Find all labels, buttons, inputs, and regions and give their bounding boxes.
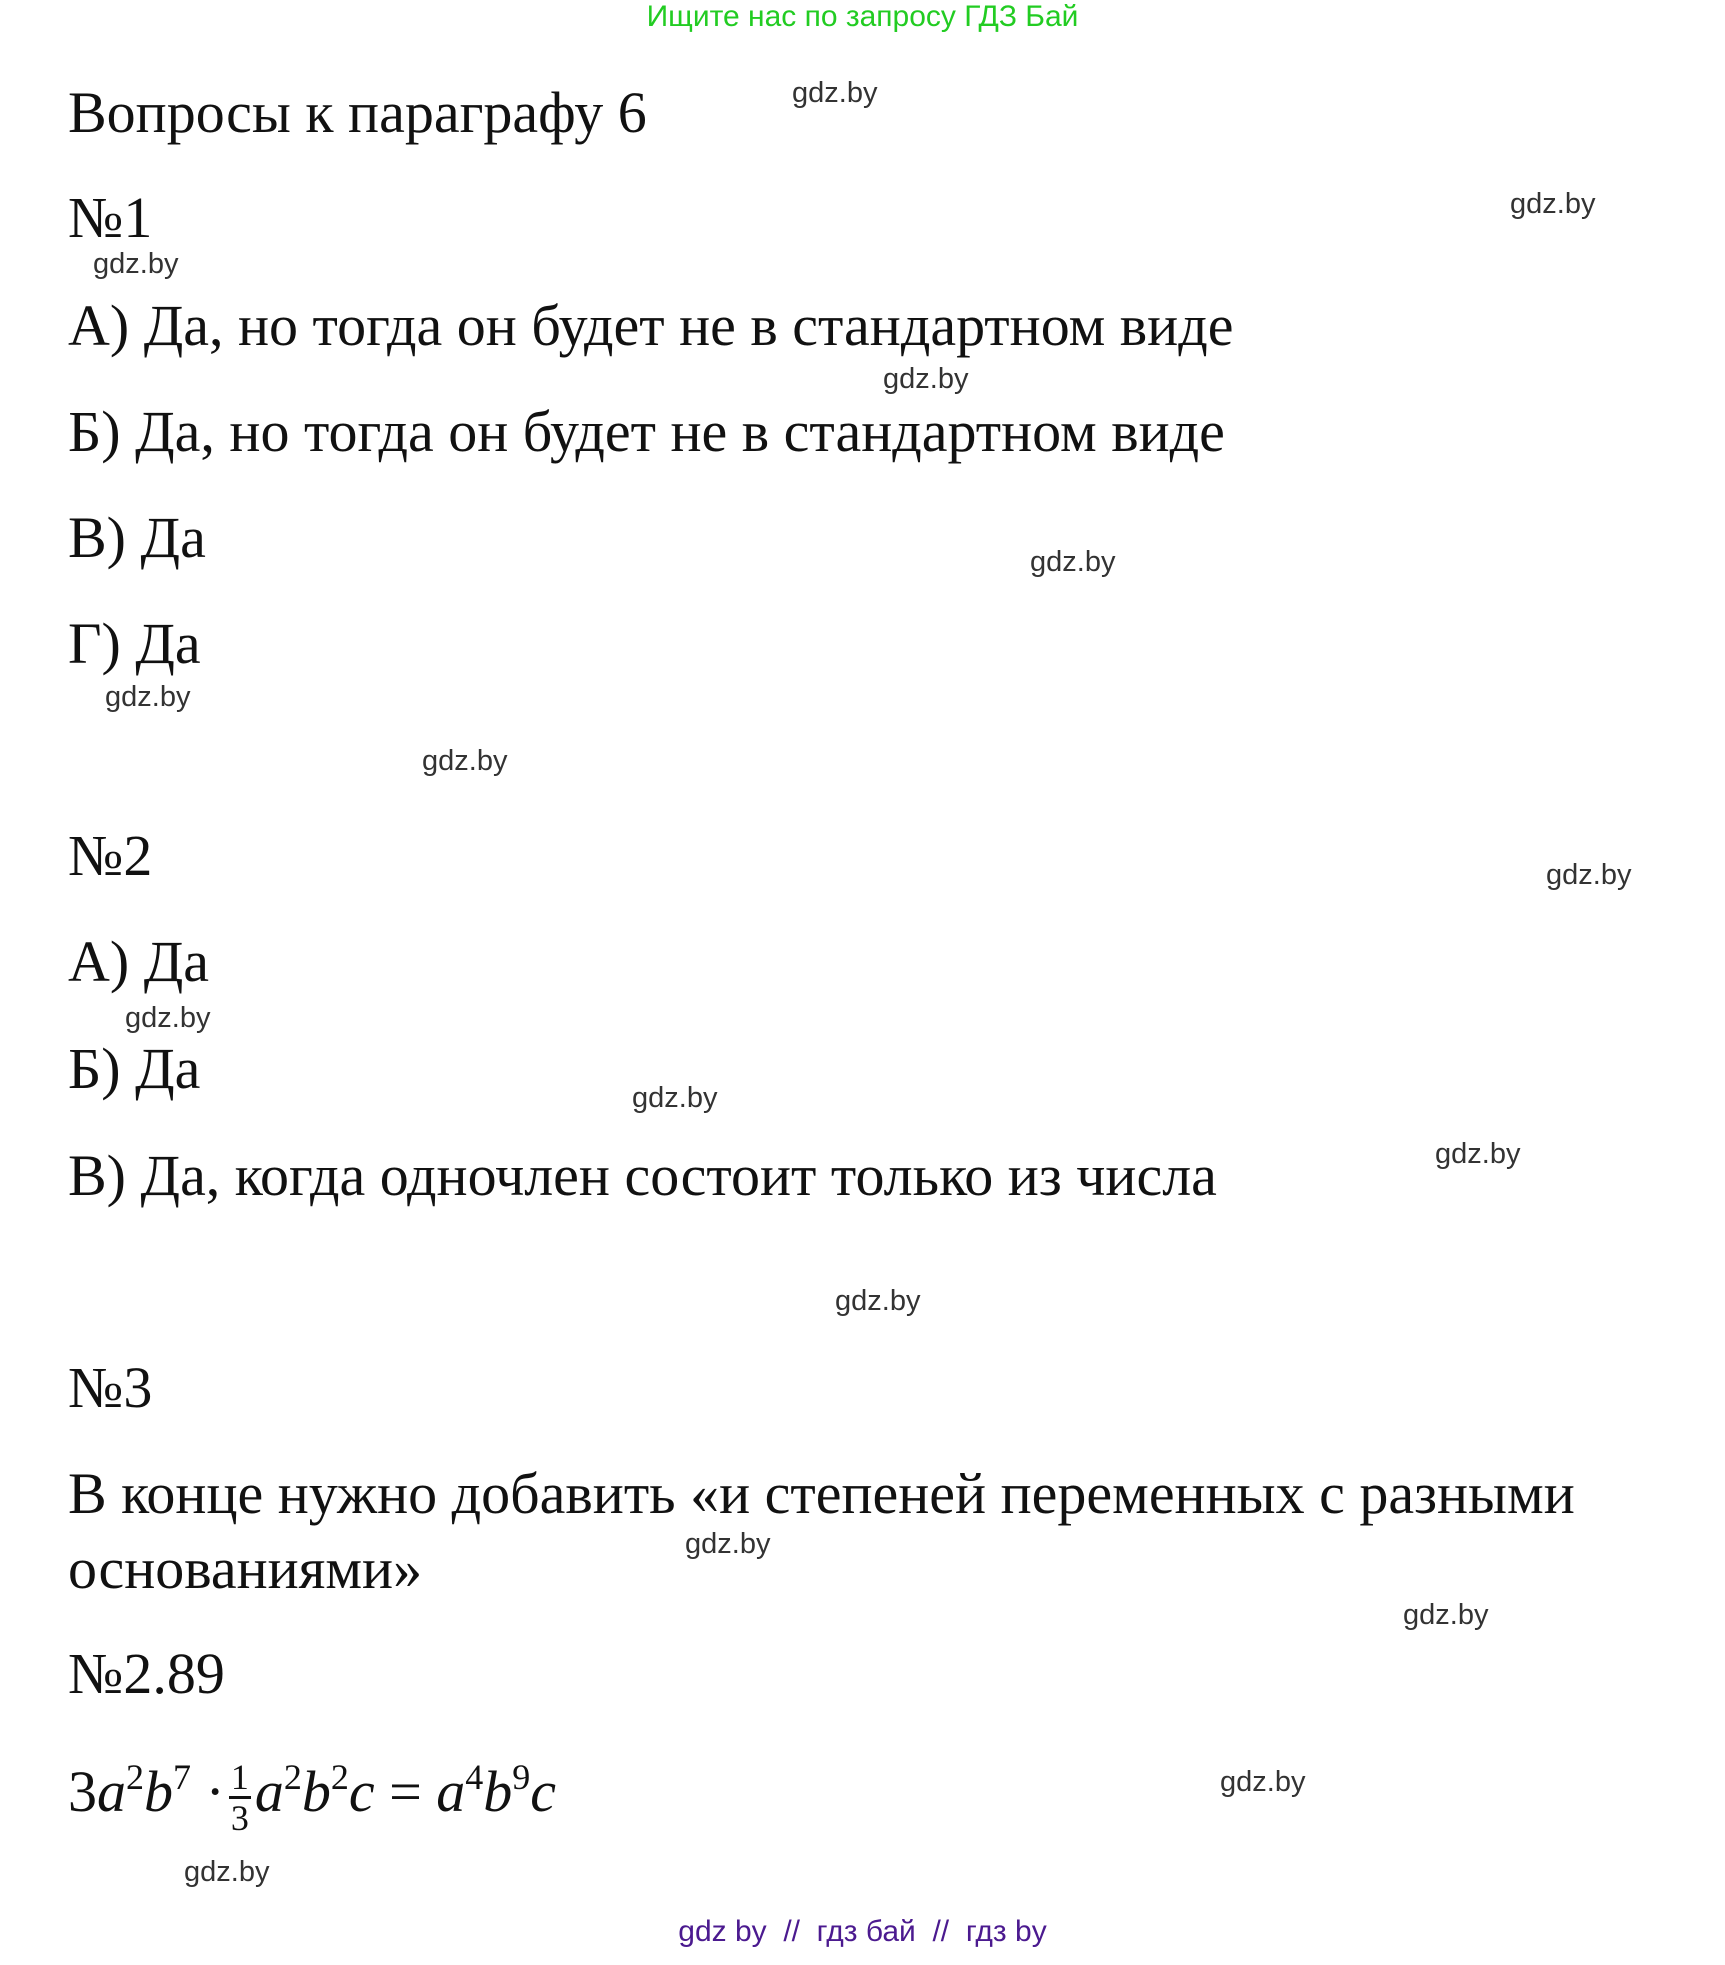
answer-3-line2: основаниями»: [68, 1536, 423, 1601]
var-b: b: [483, 1759, 513, 1824]
var-a: a: [254, 1759, 284, 1824]
var-b: b: [301, 1759, 331, 1824]
question-1-heading: №1: [68, 185, 153, 250]
fraction-numerator: 1: [230, 1757, 249, 1798]
watermark: gdz.by: [835, 1285, 921, 1317]
page-title: Вопросы к параграфу 6: [68, 80, 647, 145]
answer-1d: Г) Да: [68, 611, 201, 676]
exp: 4: [465, 1757, 484, 1797]
var-a: a: [436, 1759, 466, 1824]
exp: 2: [126, 1757, 144, 1797]
formula: [68, 1752, 556, 1837]
exp: 9: [512, 1757, 531, 1797]
var-c: c: [530, 1759, 557, 1824]
watermark: gdz.by: [93, 248, 179, 280]
watermark: gdz.by: [105, 681, 191, 713]
fraction: [229, 1758, 251, 1837]
watermark: gdz.by: [1220, 1766, 1306, 1798]
watermark: gdz.by: [1510, 188, 1596, 220]
watermark: gdz.by: [1403, 1599, 1489, 1631]
watermark: gdz.by: [184, 1856, 270, 1888]
exp: 2: [330, 1757, 349, 1797]
var-b: b: [144, 1759, 173, 1824]
watermark: gdz.by: [1030, 546, 1116, 578]
exp: 2: [283, 1757, 302, 1797]
fraction-denominator: 3: [230, 1798, 249, 1839]
dot-operator: ·: [205, 1759, 225, 1824]
watermark: gdz.by: [1546, 859, 1632, 891]
question-3-heading: №3: [68, 1355, 153, 1420]
equals-sign: =: [389, 1759, 422, 1824]
answer-2c: В) Да, когда одночлен состоит только из числа: [68, 1143, 1217, 1208]
question-2-heading: №2: [68, 823, 153, 888]
watermark: gdz.by: [685, 1528, 771, 1560]
exp: 7: [173, 1757, 191, 1797]
watermark: gdz.by: [792, 77, 878, 109]
answer-1c: В) Да: [68, 505, 206, 570]
search-banner: Ищите нас по запросу ГДЗ Бай: [646, 0, 1079, 33]
answer-3-line1: В конце нужно добавить «и степеней переменных с разными: [68, 1461, 1575, 1526]
watermark: gdz.by: [1435, 1138, 1521, 1170]
watermark: gdz.by: [422, 745, 508, 777]
var-a: a: [97, 1759, 126, 1824]
watermark: gdz.by: [632, 1082, 718, 1114]
answer-1b: Б) Да, но тогда он будет не в стандартном виде: [68, 399, 1225, 464]
watermark: gdz.by: [883, 363, 969, 395]
answer-1a: А) Да, но тогда он будет не в стандартном виде: [68, 293, 1234, 358]
formula-coef: 3: [68, 1759, 97, 1824]
answer-2a: А) Да: [68, 929, 210, 994]
exercise-2-89-heading: №2.89: [68, 1641, 225, 1706]
var-c: c: [348, 1759, 375, 1824]
watermark: gdz.by: [125, 1002, 211, 1034]
footer-links: gdz by // гдз бай // гдз by: [678, 1915, 1047, 1948]
answer-2b: Б) Да: [68, 1036, 201, 1101]
